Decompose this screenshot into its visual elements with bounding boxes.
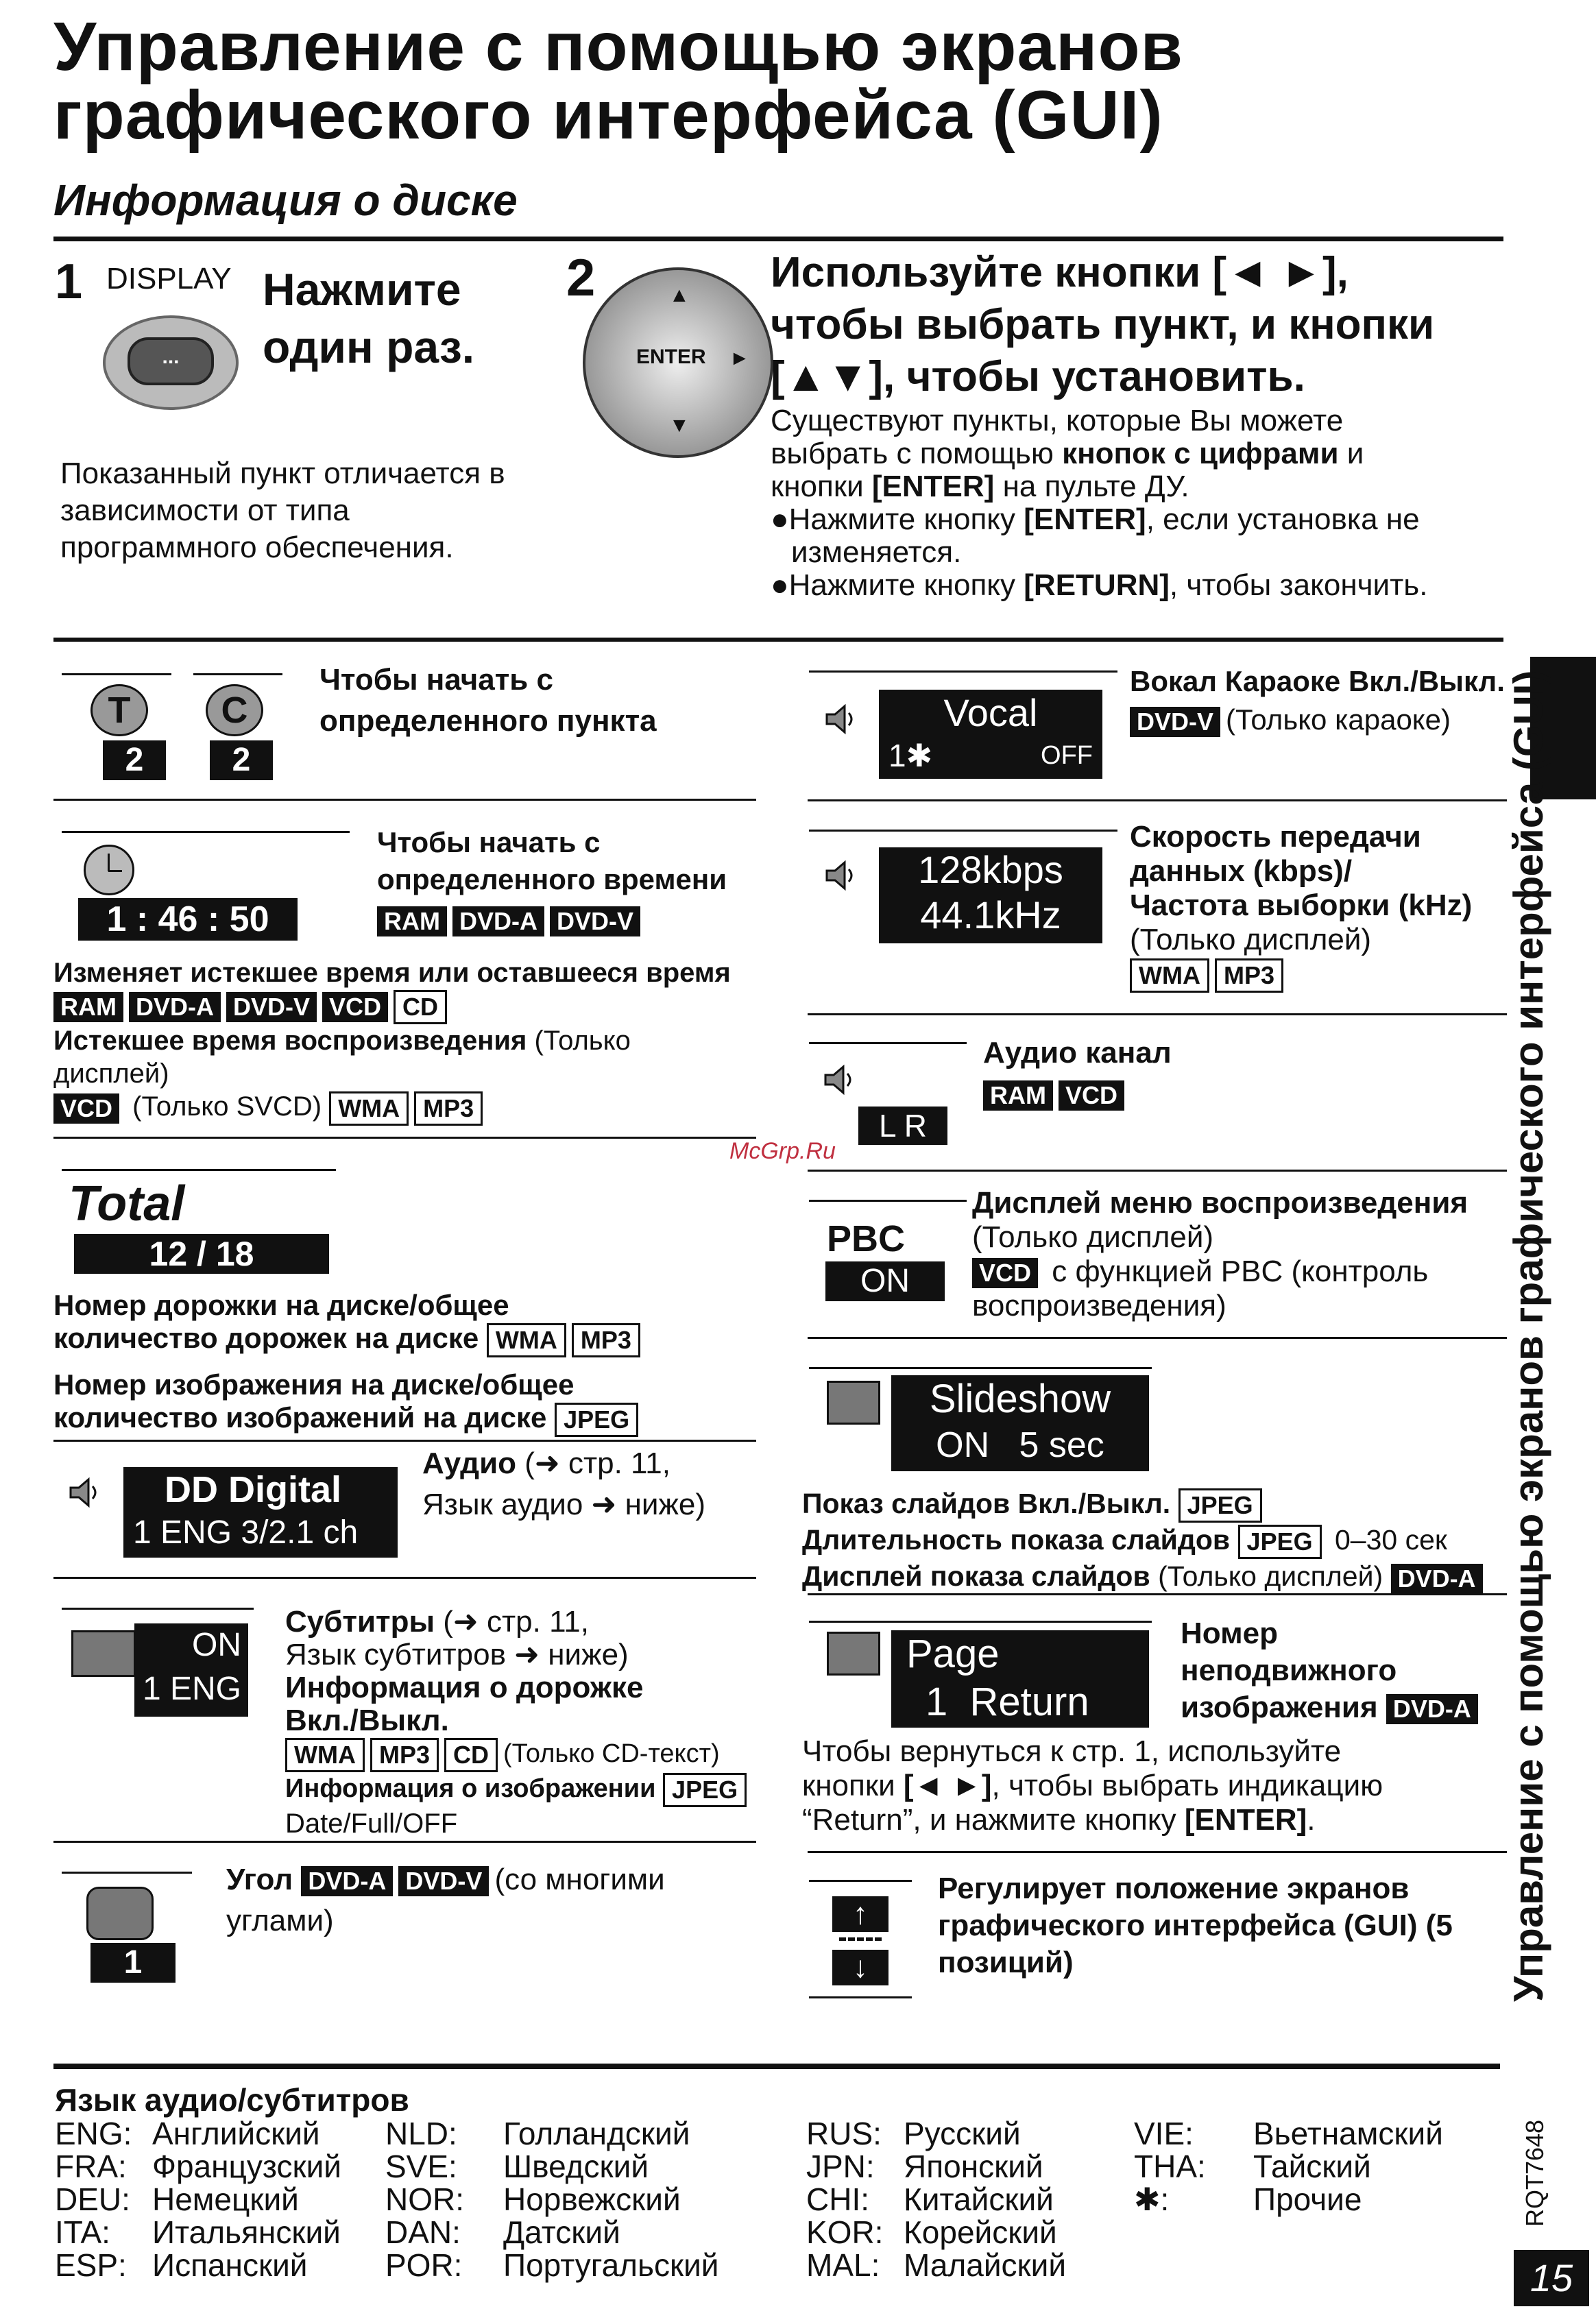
picture-icon xyxy=(827,1632,880,1676)
pbc-display[interactable]: ON xyxy=(825,1261,945,1301)
language-column-1 xyxy=(55,2117,341,2282)
lang-code: ✱: xyxy=(1134,2181,1170,2217)
lang-name: Английский xyxy=(152,2116,320,2151)
subtitle-text xyxy=(285,1606,752,1840)
step1-action-line1: Нажмите xyxy=(263,264,461,315)
camera-icon xyxy=(86,1887,154,1940)
audio-label: Аудио xyxy=(422,1447,517,1480)
lang-name: Японский xyxy=(904,2149,1043,2184)
badge-dvd-a: DVD-A xyxy=(129,992,221,1022)
lang-name: Вьетнамский xyxy=(1253,2116,1443,2151)
move-up-icon[interactable]: ↑ xyxy=(832,1896,888,1932)
subtitle-ref: (➜ стр. 11, xyxy=(435,1605,589,1639)
angle-label: Угол xyxy=(226,1863,293,1896)
badge-cd: CD xyxy=(394,990,447,1024)
bitrate-text-line2: данных (kbps)/ xyxy=(1130,854,1353,888)
subtitle-display[interactable] xyxy=(134,1623,248,1717)
lang-name: Немецкий xyxy=(152,2181,299,2217)
lang-code: DEU: xyxy=(55,2181,130,2217)
divider xyxy=(808,1337,1507,1339)
lang-name: Норвежский xyxy=(503,2181,681,2217)
page-display[interactable] xyxy=(891,1630,1149,1728)
display-button-label: ... xyxy=(128,337,214,385)
step2-bullet1 xyxy=(771,503,1427,536)
channel-display[interactable]: L R xyxy=(858,1107,947,1145)
lang-name: Французский xyxy=(152,2149,341,2184)
page-display-return: Return xyxy=(969,1680,1089,1724)
clock-icon xyxy=(84,845,134,895)
position-text-line1: Регулирует положение экранов xyxy=(938,1872,1410,1905)
lang-name: Португальский xyxy=(503,2247,719,2283)
page-display-number: 1 xyxy=(926,1680,948,1724)
lang-name: Шведский xyxy=(503,2149,649,2184)
vocal-display-line1: Vocal xyxy=(943,691,1038,734)
total-label: Total xyxy=(69,1176,185,1231)
position-text-line2: графического интерфейса (GUI) (5 xyxy=(938,1909,1453,1942)
audio-text xyxy=(422,1443,705,1525)
lang-code: ENG: xyxy=(55,2116,132,2151)
down-arrow-icon: ▼ xyxy=(669,414,690,437)
lang-name: Испанский xyxy=(152,2247,308,2283)
badge-dvd-a: DVD-A xyxy=(301,1866,393,1896)
angle-note: (со многими xyxy=(494,1863,665,1896)
step2-body-line3c: на пульте ДУ. xyxy=(994,470,1189,503)
step2-bullet2a: ●Нажмите кнопку xyxy=(771,568,1024,602)
badge-jpeg: JPEG xyxy=(1238,1525,1322,1559)
page-text xyxy=(1181,1615,1484,1726)
total-display[interactable]: 12 / 18 xyxy=(74,1234,329,1274)
title-number[interactable]: 2 xyxy=(103,740,166,780)
lang-name: Корейский xyxy=(904,2214,1057,2250)
audio-display-line2: 1 ENG 3/2.1 ch xyxy=(133,1514,359,1551)
lang-code: SVE: xyxy=(385,2149,457,2184)
step2-bullet2b: [RETURN] xyxy=(1024,568,1170,602)
time-text xyxy=(377,824,727,938)
channel-text xyxy=(983,1032,1172,1115)
document-code: RQT7648 xyxy=(1521,2119,1549,2227)
badge-wma: WMA xyxy=(487,1323,566,1357)
vocal-text-line1: Вокал Караоке Вкл./Выкл. xyxy=(1130,665,1505,697)
speaker-icon xyxy=(65,1474,102,1511)
subtitle-display-line1: ON xyxy=(192,1627,241,1663)
audio-display-line1: DD Digital xyxy=(165,1469,342,1510)
badge-jpeg: JPEG xyxy=(663,1773,747,1807)
time-change-line: Изменяет истекшее время или оставшееся время xyxy=(53,958,731,988)
divider xyxy=(53,1137,756,1139)
page-return-line2b: [◄ ►] xyxy=(903,1769,992,1802)
lang-code: ITA: xyxy=(55,2214,110,2250)
side-section-title: Управление с помощью экранов графического интерфейса (GUI) xyxy=(1506,670,1551,2002)
page-text-line1: Номер xyxy=(1181,1617,1278,1650)
pbc-text-line4: воспроизведения) xyxy=(972,1289,1226,1322)
divider xyxy=(53,799,756,801)
step2-body-line3a: кнопки xyxy=(771,470,872,503)
slideshow-display[interactable] xyxy=(891,1375,1149,1471)
total-track-line2: количество дорожек на диске xyxy=(53,1322,479,1354)
lang-code: FRA: xyxy=(55,2149,127,2184)
angle-text-line2: углами) xyxy=(226,1904,334,1937)
track-info-line1: Информация о дорожке xyxy=(285,1671,644,1704)
slideshow-line3-note: (Только дисплей) xyxy=(1150,1560,1391,1593)
cd-text-note: (Только CD-текст) xyxy=(503,1739,720,1768)
divider xyxy=(808,1851,1507,1853)
enter-label: ENTER xyxy=(636,346,706,368)
step2-body-line3 xyxy=(771,470,1427,503)
time-text-line1: Чтобы начать с xyxy=(377,826,601,858)
slideshow-display-state: ON xyxy=(936,1425,990,1465)
lang-code: POR: xyxy=(385,2247,463,2283)
total-image-line1: Номер изображения на диске/общее xyxy=(53,1368,575,1401)
audio-display[interactable] xyxy=(123,1467,398,1558)
step2-body-line2 xyxy=(771,437,1427,470)
pbc-text-line1: Дисплей меню воспроизведения xyxy=(972,1186,1468,1220)
page-display-line1: Page xyxy=(906,1632,1000,1676)
lang-code: KOR: xyxy=(806,2214,884,2250)
badge-wma: WMA xyxy=(285,1738,365,1772)
speaker-icon xyxy=(821,857,858,894)
subtitle-label: Субтитры xyxy=(285,1605,435,1639)
bitrate-text xyxy=(1130,820,1472,993)
slideshow-duration-range: 0–30 сек xyxy=(1327,1524,1447,1556)
page-number: 15 xyxy=(1514,2250,1589,2306)
total-image-line2: количество изображений на диске xyxy=(53,1401,547,1434)
time-text-line2: определенного времени xyxy=(377,863,727,895)
divider xyxy=(808,799,1507,801)
slideshow-display-line1: Slideshow xyxy=(929,1377,1111,1421)
page-return-text xyxy=(802,1734,1383,1837)
badge-dvd-a: DVD-A xyxy=(452,906,544,936)
step1-action-line2: один раз. xyxy=(263,322,475,372)
divider xyxy=(53,1440,756,1442)
elapsed-label: Истекшее время воспроизведения xyxy=(53,1026,527,1056)
vocal-note: (Только караоке) xyxy=(1226,703,1451,736)
badge-vcd: VCD xyxy=(53,1093,119,1124)
vocal-display[interactable] xyxy=(879,690,1102,779)
bitrate-display-line2: 44.1kHz xyxy=(920,893,1061,936)
page-return-line3b: [ENTER] xyxy=(1184,1803,1307,1837)
step2-bullet1c: , если установка не xyxy=(1146,503,1420,536)
step2-bullet2 xyxy=(771,569,1427,602)
lang-name: Русский xyxy=(904,2116,1021,2151)
title-line-2: графического интерфейса (GUI) xyxy=(53,77,1163,154)
lang-code: THA: xyxy=(1134,2149,1206,2184)
title-chapter-text-line2: определенного пункта xyxy=(319,704,657,738)
page-text-line2: неподвижного xyxy=(1181,1654,1397,1687)
badge-vcd: VCD xyxy=(322,992,388,1022)
slideshow-text xyxy=(802,1486,1488,1594)
language-column-4 xyxy=(1134,2117,1443,2216)
lang-code: VIE: xyxy=(1134,2116,1194,2151)
lang-name: Малайский xyxy=(904,2247,1067,2283)
badge-ram: RAM xyxy=(983,1080,1053,1111)
display-key-label: DISPLAY xyxy=(106,262,232,295)
angle-text xyxy=(226,1859,665,1942)
subtitle-text-line2: Язык субтитров ➜ ниже) xyxy=(285,1638,629,1671)
audio-ref: (➜ стр. 11, xyxy=(516,1447,670,1480)
title-icon: T xyxy=(90,684,148,736)
pbc-text-line3: с функцией PBC (контроль xyxy=(1043,1255,1429,1288)
position-text-line3: позиций) xyxy=(938,1946,1074,1979)
pbc-text xyxy=(972,1186,1468,1323)
language-heading: Язык аудио/субтитров xyxy=(55,2082,409,2118)
page-return-line3c: . xyxy=(1307,1803,1316,1837)
page-text-line3: изображения xyxy=(1181,1691,1378,1724)
divider xyxy=(53,1841,756,1843)
step2-heading xyxy=(771,247,1434,403)
bitrate-text-line4: (Только дисплей) xyxy=(1130,923,1372,956)
lang-code: NOR: xyxy=(385,2181,464,2217)
step1-number: 1 xyxy=(55,254,83,309)
elapsed-note: (Только xyxy=(527,1026,631,1056)
elapsed-note-cont: дисплей) xyxy=(53,1059,169,1089)
bitrate-display[interactable] xyxy=(879,847,1102,943)
step2-heading-line1: Используйте кнопки [◄ ►], xyxy=(771,249,1349,296)
pbc-label: PBC xyxy=(827,1218,906,1259)
position-text xyxy=(938,1870,1453,1981)
page-return-line3a: “Return”, и нажмите кнопку xyxy=(802,1803,1185,1837)
page-return-line2c: , чтобы выбрать индикацию xyxy=(991,1769,1383,1802)
lang-code: DAN: xyxy=(385,2214,461,2250)
lang-code: RUS: xyxy=(806,2116,882,2151)
step2-body-line2c: и xyxy=(1338,437,1364,470)
chapter-number[interactable]: 2 xyxy=(210,740,273,780)
chapter-icon: C xyxy=(206,684,263,736)
divider xyxy=(53,1577,756,1579)
lang-name: Китайский xyxy=(904,2181,1054,2217)
display-button[interactable] xyxy=(103,315,239,410)
time-display[interactable]: 1 : 46 : 50 xyxy=(78,898,298,941)
angle-display[interactable]: 1 xyxy=(90,1943,176,1983)
divider xyxy=(808,1593,1507,1595)
move-down-icon[interactable]: ↓ xyxy=(832,1950,888,1985)
bitrate-text-line3: Частота выборки (kHz) xyxy=(1130,888,1473,922)
step1-note xyxy=(60,455,505,566)
vocal-display-state: OFF xyxy=(1041,741,1093,770)
divider xyxy=(53,2064,1500,2069)
vocal-text xyxy=(1130,662,1505,739)
pbc-text-line2: (Только дисплей) xyxy=(972,1220,1214,1254)
position-divider-icon xyxy=(839,1937,882,1941)
vocal-display-number: 1✱ xyxy=(888,738,933,773)
time-details xyxy=(53,956,731,1126)
lang-code: MAL: xyxy=(806,2247,880,2283)
badge-dvd-v: DVD-V xyxy=(550,906,640,936)
audio-text-line2: Язык аудио ➜ ниже) xyxy=(422,1488,706,1521)
total-image-text xyxy=(53,1368,644,1437)
time-badges xyxy=(377,901,727,938)
bitrate-text-line1: Скорость передачи xyxy=(1130,820,1421,854)
time-badges-2 xyxy=(53,989,731,1024)
lang-code: NLD: xyxy=(385,2116,457,2151)
page-return-line1: Чтобы вернуться к стр. 1, используйте xyxy=(802,1734,1342,1768)
lang-name: Тайский xyxy=(1253,2149,1371,2184)
step1-note-line2: зависимости от типа xyxy=(60,494,350,527)
watermark: McGrp.Ru xyxy=(729,1138,836,1164)
lang-name: Прочие xyxy=(1253,2181,1362,2217)
subtitle-icon xyxy=(71,1630,136,1677)
slideshow-display-duration: 5 sec xyxy=(1019,1425,1104,1465)
badge-ram: RAM xyxy=(377,906,447,936)
step1-action xyxy=(263,261,474,376)
language-column-3 xyxy=(806,2117,1066,2282)
title-chapter-text xyxy=(319,660,657,742)
step2-bullet1b: [ENTER] xyxy=(1024,503,1146,536)
badge-vcd: VCD xyxy=(972,1258,1038,1288)
step1-note-line3: программного обеспечения. xyxy=(60,531,454,564)
bitrate-display-line1: 128kbps xyxy=(918,848,1063,891)
step2-bullet1a: ●Нажмите кнопку xyxy=(771,503,1024,536)
badge-jpeg: JPEG xyxy=(1178,1488,1262,1523)
step2-heading-line2: чтобы выбрать пункт, и кнопки xyxy=(771,301,1435,348)
track-info-line2: Вкл./Выкл. xyxy=(285,1704,449,1737)
speaker-icon xyxy=(821,701,858,738)
step2-body-line3b: [ENTER] xyxy=(871,470,995,503)
badge-wma: WMA xyxy=(329,1091,409,1126)
divider xyxy=(808,1013,1507,1015)
badge-jpeg: JPEG xyxy=(555,1403,638,1437)
remote-dpad[interactable] xyxy=(583,267,773,458)
badge-mp3: MP3 xyxy=(1215,958,1283,993)
language-column-2 xyxy=(385,2117,718,2282)
step2-body-line1: Существуют пункты, которые Вы можете xyxy=(771,404,1344,437)
picture-icon xyxy=(827,1381,880,1425)
subtitle-display-line2: 1 ENG xyxy=(142,1671,241,1707)
badge-dvd-v: DVD-V xyxy=(226,992,317,1022)
lang-code: ESP: xyxy=(55,2247,127,2283)
badge-ram: RAM xyxy=(53,992,123,1022)
badge-mp3: MP3 xyxy=(572,1323,640,1357)
badge-dvd-a: DVD-A xyxy=(1386,1694,1478,1724)
slideshow-line1: Показ слайдов Вкл./Выкл. xyxy=(802,1488,1171,1519)
badge-mp3: MP3 xyxy=(370,1738,439,1772)
right-arrow-icon: ► xyxy=(729,347,750,370)
step1-note-line1: Показанный пункт отличается в xyxy=(60,457,505,490)
step2-heading-line3: [▲▼], чтобы установить. xyxy=(771,353,1305,400)
badge-cd: CD xyxy=(444,1738,498,1772)
title-line-1: Управление с помощью экранов xyxy=(53,8,1184,85)
lang-name: Голландский xyxy=(503,2116,690,2151)
divider xyxy=(53,638,1503,642)
speaker-icon xyxy=(820,1061,857,1098)
total-track-line1: Номер дорожки на диске/общее xyxy=(53,1289,509,1321)
badge-mp3: MP3 xyxy=(414,1091,483,1126)
badge-dvd-v: DVD-V xyxy=(1130,707,1220,737)
date-line: Date/Full/OFF xyxy=(285,1808,458,1839)
step2-number: 2 xyxy=(566,249,596,307)
section-subtitle: Информация о диске xyxy=(53,176,518,225)
channel-label: Аудио канал xyxy=(983,1036,1172,1069)
step2-body xyxy=(771,404,1427,602)
lang-name: Итальянский xyxy=(152,2214,341,2250)
divider xyxy=(53,237,1503,241)
image-info-label: Информация о изображении xyxy=(285,1774,656,1803)
slideshow-line2: Длительность показа слайдов xyxy=(802,1524,1231,1556)
step2-bullet1-cont: изменяется. xyxy=(791,535,962,569)
badge-dvd-v: DVD-V xyxy=(398,1866,489,1896)
step2-bullet2c: , чтобы закончить. xyxy=(1169,568,1428,602)
badge-dvd-a: DVD-A xyxy=(1391,1564,1483,1594)
svcd-text: (Только SVCD) xyxy=(125,1091,330,1122)
lang-code: JPN: xyxy=(806,2149,875,2184)
total-track-text xyxy=(53,1289,646,1357)
page-return-line2a: кнопки xyxy=(802,1769,904,1802)
badge-wma: WMA xyxy=(1130,958,1209,993)
step2-body-line2a: выбрать с помощью xyxy=(771,437,1063,470)
up-arrow-icon: ▲ xyxy=(669,284,690,306)
lang-name: Датский xyxy=(503,2214,620,2250)
step2-body-line2b: кнопок с цифрами xyxy=(1062,437,1339,470)
page-title xyxy=(53,8,1184,154)
slideshow-line3: Дисплей показа слайдов xyxy=(802,1560,1150,1593)
divider xyxy=(808,1170,1507,1172)
badge-vcd: VCD xyxy=(1059,1080,1124,1111)
lang-code: CHI: xyxy=(806,2181,869,2217)
title-chapter-text-line1: Чтобы начать с xyxy=(319,663,553,697)
